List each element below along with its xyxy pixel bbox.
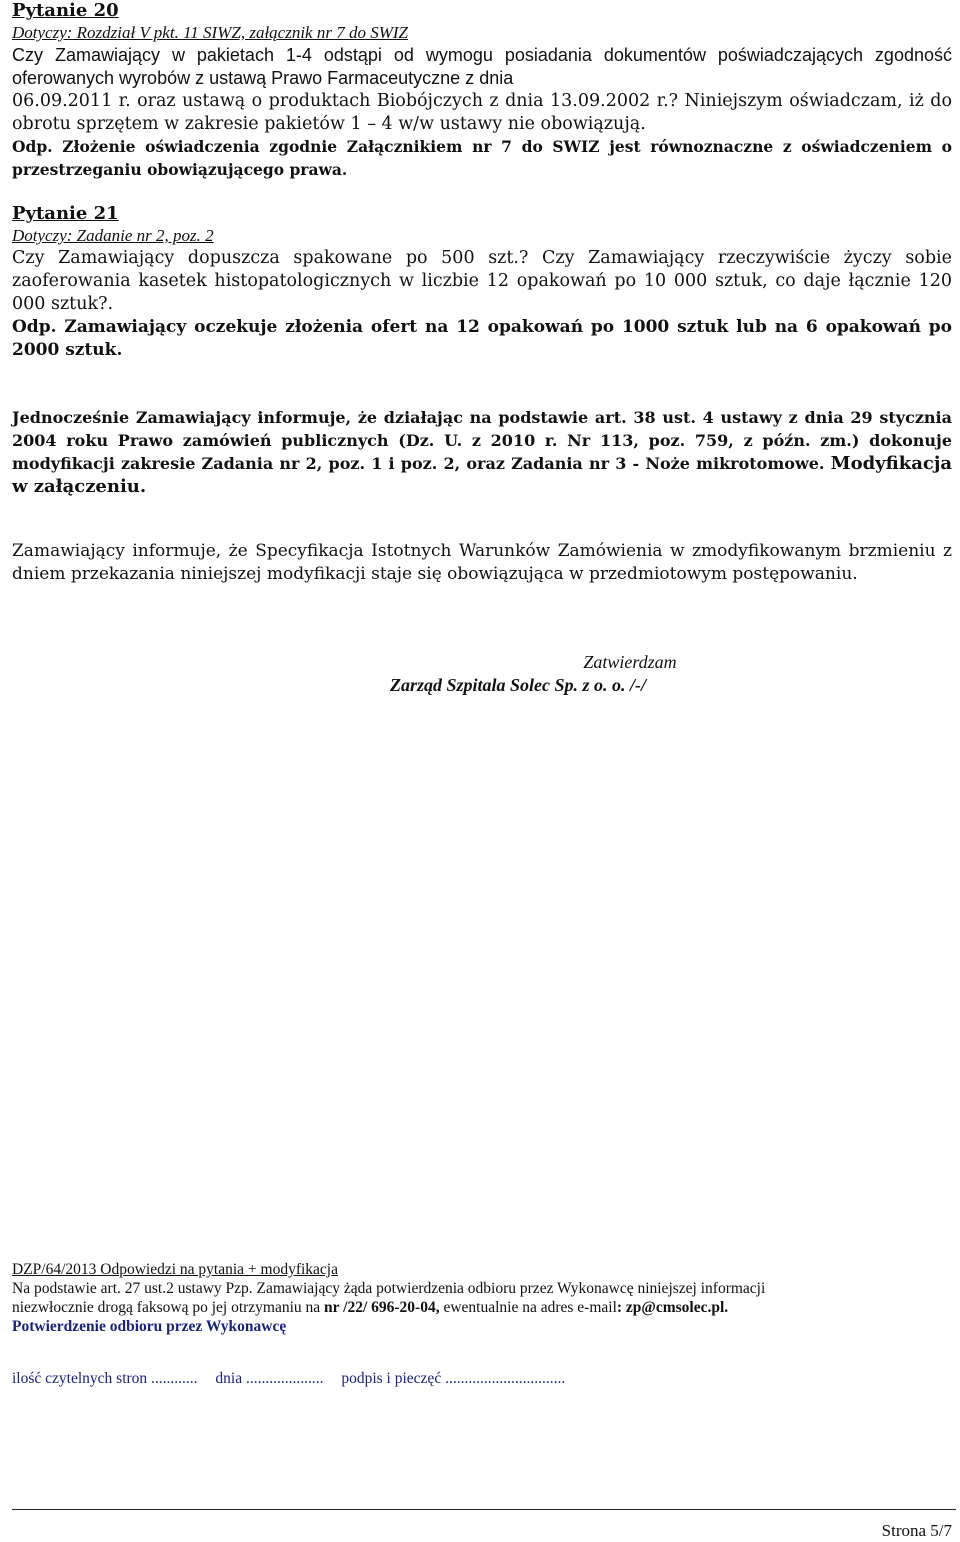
field-date[interactable]: dnia .................... [215,1370,324,1387]
question-21-topic: Dotyczy: Zadanie nr 2, poz. 2 [12,226,214,245]
question-20 [12,0,952,181]
fax-number: nr /22/ 696-20-04, [324,1299,440,1316]
question-21-text: Czy Zamawiający dopuszcza spakowane po 500 szt.? Czy Zamawiający rzeczywiście życzy sobie zaoferowania kasetek histopatologicznych w liczbie 12 opakowań po 10 000 sztuk, co daje łącznie 120 000 sztuk?. [12,248,952,314]
modification-tail: Modyfikacja w załączeniu. [12,453,952,497]
document-reference: DZP/64/2013 Odpowiedzi na pytania + modyfikacja [12,1261,338,1278]
field-pages[interactable]: ilość czytelnych stron ............ [12,1370,198,1387]
question-20-topic: Dotyczy: Rozdział V pkt. 11 SIWZ, załącznik nr 7 do SWIZ [12,23,408,42]
signature-label: Zatwierdzam [583,652,677,672]
question-20-text-part1: Czy Zamawiający w pakietach 1-4 odstąpi od wymogu posiadania dokumentów poświadczających zgodność oferowanych wyrobów z ustawą Prawo Farmaceutyczne z dnia [12,45,952,88]
footer-line-2-mid: ewentualnie na adres e-mail [439,1299,617,1316]
question-21 [12,203,952,362]
footer-block [12,1260,952,1336]
signature-name: Zarząd Szpitala Solec Sp. z o. o. /-/ [390,675,647,695]
confirmation-fields [12,1370,579,1388]
footer-line-2 [12,1298,952,1317]
question-20-text-part2: 06.09.2011 r. oraz ustawą o produktach Biobójczych z dnia 13.09.2002 r.? Niniejszym oświadczam, iż do obrotu sprzętem w zakresie pakietów 1 – 4 w/w ustawy nie obowiązują. [12,91,952,134]
footer-divider [12,1509,956,1510]
siwz-notice: Zamawiający informuje, że Specyfikacja Istotnych Warunków Zamówienia w zmodyfikowanym brzmieniu z dniem przekazania niniejszej modyfikacji staje się obowiązująca w przedmiotowym postępowaniu. [12,541,952,584]
question-21-heading: Pytanie 21 [12,203,119,224]
page-number: Strona 5/7 [881,1521,952,1540]
confirmation-heading: Potwierdzenie odbioru przez Wykonawcę [12,1318,287,1335]
email-address: : zp@cmsolec.pl. [616,1299,729,1316]
question-20-answer: Odp. Złożenie oświadczenia zgodnie Załącznikiem nr 7 do SWIZ jest równoznaczne z oświadczeniem o przestrzeganiu obowiązującego prawa. [12,137,952,179]
modification-info [12,406,952,498]
field-signature[interactable]: podpis i pieczęć ............................... [341,1370,566,1387]
signature-block [12,651,952,697]
question-20-heading: Pytanie 20 [12,0,119,21]
modification-text: Jednocześnie Zamawiający informuje, że działając na podstawie art. 38 ust. 4 ustawy z dnia 29 stycznia 2004 roku Prawo zamówień publicznych (Dz. U. z 2010 r. Nr 113, poz. 759, z późn. zm.) dokonuje modyfikacji zakresie Zadania nr 2, poz. 1 i poz. 2, oraz Zadania nr 3 - Noże mikrotomowe. [12,408,952,473]
footer-line-1: Na podstawie art. 27 ust.2 ustawy Pzp. Zamawiający żąda potwierdzenia odbioru przez Wykonawcę niniejszej informacji [12,1280,766,1297]
question-21-answer: Odp. Zamawiający oczekuje złożenia ofert na 12 opakowań po 1000 sztuk lub na 6 opakowań po 2000 sztuk. [12,317,952,360]
footer-line-2-prefix: niezwłocznie drogą faksową po jej otrzymaniu na [12,1299,325,1316]
